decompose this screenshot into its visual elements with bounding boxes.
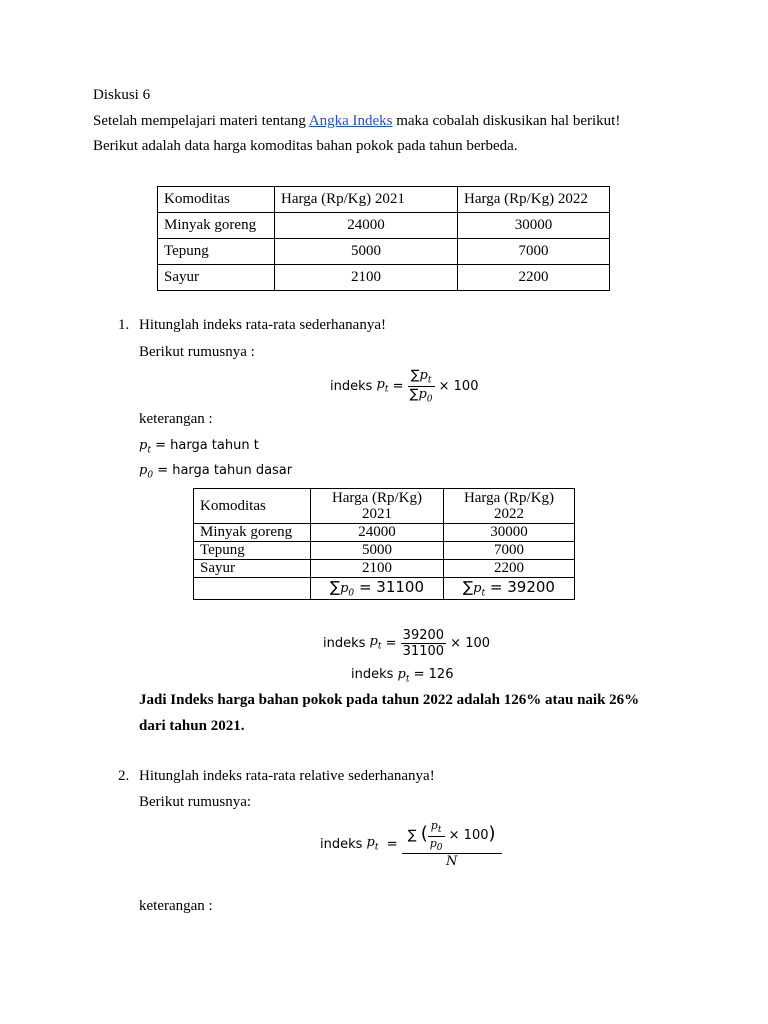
table-cell: 7000 (444, 542, 575, 560)
formula2-lhs: indeks (320, 836, 363, 852)
table-cell: 24000 (311, 524, 444, 542)
table-cell: Sayur (158, 265, 275, 291)
table-row (158, 265, 610, 291)
sum-pt-cell: $\sum p_t = 39200$ (444, 578, 575, 600)
sum-p0-cell: $\sum p_0 = 31100$ (311, 578, 444, 600)
table-header-cell: Harga (Rp/Kg) 2021 (275, 187, 458, 213)
sum-symbol: ∑ (409, 386, 419, 402)
sum-symbol: ∑ (410, 367, 420, 383)
table-header-cell: Komoditas (158, 187, 275, 213)
legend-p0: $p_0$ = harga tahun dasar (139, 463, 293, 481)
q1-keterangan: keterangan : (139, 411, 213, 427)
table-row (194, 524, 575, 542)
result-lhs: indeks (351, 667, 394, 682)
q2-text: Hitunglah indeks rata-rata relative sederhananya! (139, 768, 435, 784)
table-cell: Tepung (158, 239, 275, 265)
table-cell: 30000 (458, 213, 610, 239)
table-cell: Tepung (194, 542, 311, 560)
price-table-1 (157, 186, 610, 291)
table-cell: 5000 (311, 542, 444, 560)
calc-denominator: 31100 (402, 643, 445, 659)
table-cell: 2100 (275, 265, 458, 291)
q1-calculation: indeks $p_t$ = $\frac{39200}{31100}$ × 100 (323, 627, 491, 659)
q2-formula: indeks $p_t$ = ∑ ( $\frac{p_t}{p_0}$ × 100) N (320, 817, 502, 871)
table-sum-row (194, 578, 575, 600)
intro-paragraph (93, 113, 620, 130)
table-row (194, 560, 575, 578)
price-table-2 (193, 488, 575, 600)
q2-number: 2. (118, 768, 130, 784)
q1-formula-intro: Berikut rumusnya : (139, 344, 255, 360)
table-header-row (158, 187, 610, 213)
table-cell: 7000 (458, 239, 610, 265)
conclusion-line-2: dari tahun 2021. (139, 718, 245, 734)
table-row (158, 239, 610, 265)
sum-pt-value: = 39200 (489, 578, 555, 597)
formula-lhs: indeks (330, 378, 373, 394)
q1-number: 1. (118, 317, 130, 333)
table-cell: Minyak goreng (158, 213, 275, 239)
q1-text: Hitunglah indeks rata-rata sederhananya! (139, 317, 386, 333)
table-cell-empty (194, 578, 311, 600)
sum-p0-value: = 31100 (358, 578, 424, 597)
table-cell: 2200 (458, 265, 610, 291)
description-paragraph: Berikut adalah data harga komoditas bahan pokok pada tahun berbeda. (93, 138, 518, 154)
formula2-fraction: ∑ ( $\frac{p_t}{p_0}$ × 100) N (402, 819, 502, 868)
table-header-row (194, 489, 575, 524)
table-header-cell: Komoditas (194, 489, 311, 524)
table-cell: Sayur (194, 560, 311, 578)
q1-result: indeks $p_t = 126$ (351, 667, 454, 685)
table-header-cell: Harga (Rp/Kg) 2022 (444, 489, 575, 524)
table-cell: 2200 (444, 560, 575, 578)
table-row (194, 542, 575, 560)
intro-suffix: maka cobalah diskusikan hal berikut! (392, 113, 621, 129)
calc-lhs: indeks (323, 635, 366, 651)
result-value: = 126 (413, 667, 454, 682)
table-cell: 30000 (444, 524, 575, 542)
sum-symbol: ∑ (407, 828, 417, 844)
calc-times: × 100 (450, 635, 491, 651)
legend-pt: $p_t$ = harga tahun t (139, 438, 259, 456)
table-cell: 5000 (275, 239, 458, 265)
table-cell: 2100 (311, 560, 444, 578)
formula2-times: × 100 (448, 828, 489, 844)
table-header-cell: Harga (Rp/Kg) 2021 (311, 489, 444, 524)
table-header-cell: Harga (Rp/Kg) 2022 (458, 187, 610, 213)
q1-formula: indeks $p_t$ = $\frac{\sum p_t}{\sum p_0}$ × 100 (330, 367, 479, 405)
table-row (158, 213, 610, 239)
q2-formula-intro: Berikut rumusnya: (139, 794, 252, 810)
table-cell: Minyak goreng (194, 524, 311, 542)
angka-indeks-link[interactable]: Angka Indeks (308, 113, 393, 129)
table-cell: 24000 (275, 213, 458, 239)
q2-keterangan: keterangan : (139, 898, 213, 914)
conclusion-line-1: Jadi Indeks harga bahan pokok pada tahun 2022 adalah 126% atau naik 26% (139, 692, 640, 708)
formula-fraction: $\frac{\sum p_t}{\sum p_0}$ (409, 367, 433, 405)
calc-numerator: 39200 (402, 627, 445, 643)
calc-fraction (401, 628, 446, 659)
intro-prefix: Setelah mempelajari materi tentang (93, 113, 309, 129)
document-heading: Diskusi 6 (93, 87, 151, 103)
legend-p0-text: = harga tahun dasar (157, 463, 293, 478)
legend-pt-text: = harga tahun t (155, 438, 259, 453)
formula-times: × 100 (438, 378, 479, 394)
formula2-denominator: N (402, 853, 502, 869)
